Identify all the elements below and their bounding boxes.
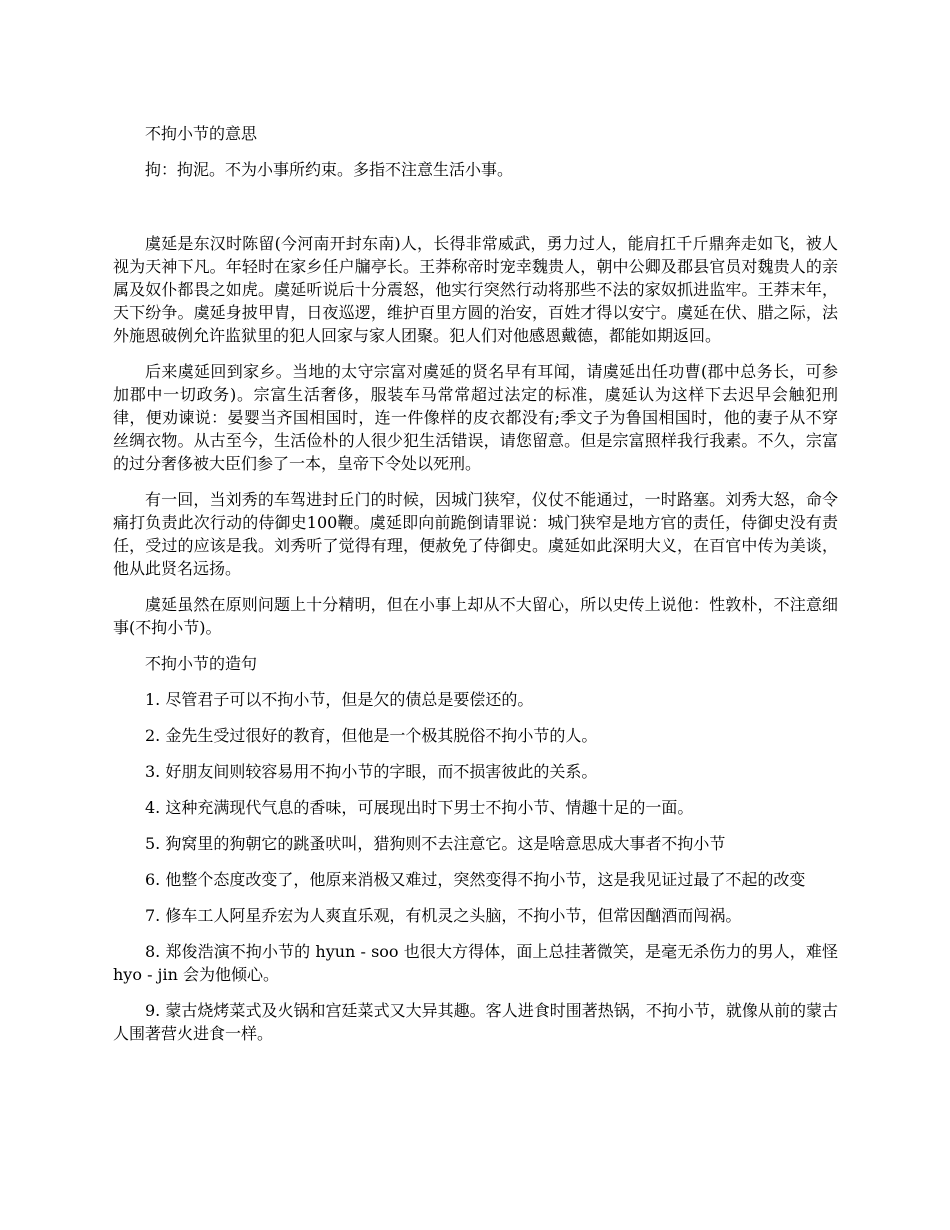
- example-sentence: 2. 金先生受过很好的教育，但他是一个极其脱俗不拘小节的人。: [145, 726, 598, 745]
- example-sentence: 7. 修车工人阿星乔宏为人爽直乐观，有机灵之头脑，不拘小节，但常因酗酒而闯祸。: [145, 906, 742, 925]
- example-sentence: 4. 这种充满现代气息的香味，可展现出时下男士不拘小节、情趣十足的一面。: [145, 798, 694, 817]
- story-paragraph: 有一回，当刘秀的车驾进封丘门的时候，因城门狭窄，仪仗不能通过，一时路塞。刘秀大怒，命令痛打负责此次行动的侍御史100鞭。虞延即向前跪倒请罪说：城门狭窄是地方官的责任，侍御史没有责任，受过的应该是我。刘秀听了觉得有理，便赦免了侍御史。虞延如此深明大义，在百官中传为美谈，他从此贤名远扬。: [113, 490, 838, 578]
- story-paragraph: 后来虞延回到家乡。当地的太守宗富对虞延的贤名早有耳闻，请虞延出任功曹(郡中总务长，可参加郡中一切政务)。宗富生活奢侈，服装车马常常超过法定的标准，虞延认为这样下去迟早会触犯刑律，便劝谏说：晏婴当齐国相国时，连一件像样的皮衣都没有;季文子为鲁国相国时，他的妻子从不穿丝绸衣物。从古至今，生活俭朴的人很少犯生活错误，请您留意。但是宗富照样我行我素。不久，宗富的过分奢侈被大臣们参了一本，皇帝下令处以死刑。: [113, 362, 838, 473]
- example-sentence: 1. 尽管君子可以不拘小节，但是欠的债总是要偿还的。: [145, 690, 534, 709]
- story-paragraph: 虞延虽然在原则问题上十分精明，但在小事上却从不大留心，所以史传上说他：性敦朴，不注意细事(不拘小节)。: [113, 595, 838, 637]
- story-paragraph: 虞延是东汉时陈留(今河南开封东南)人，长得非常威武，勇力过人，能肩扛千斤鼎奔走如飞，被人视为天神下凡。年轻时在家乡任户牖亭长。王莽称帝时宠幸魏贵人，朝中公卿及郡县官员对魏贵人的亲属及奴仆都畏之如虎。虞延听说后十分震怒，他实行突然行动将那些不法的家奴抓进监牢。王莽末年，天下纷争。虞延身披甲胄，日夜巡逻，维护百里方圆的治安，百姓才得以安宁。虞延在伏、腊之际，法外施恩破例允许监狱里的犯人回家与家人团聚。犯人们对他感恩戴德，都能如期返回。: [113, 234, 838, 345]
- heading-sentences: 不拘小节的造句: [145, 654, 258, 673]
- heading-meaning: 不拘小节的意思: [145, 124, 258, 143]
- definition-paragraph: 拘：拘泥。不为小事所约束。多指不注意生活小事。: [145, 160, 514, 179]
- document-page: [113, 122, 838, 1058]
- example-sentence: 8. 郑俊浩演不拘小节的 hyun - soo 也很大方得体，面上总挂著微笑，是毫无杀伤力的男人，难怪 hyo - jin 会为他倾心。: [113, 942, 838, 984]
- example-sentence: 9. 蒙古烧烤菜式及火锅和宫廷菜式又大异其趣。客人进食时围著热锅，不拘小节，就像从前的蒙古人围著营火进食一样。: [113, 1001, 838, 1043]
- example-sentence: 5. 狗窝里的狗朝它的跳蚤吠叫，猎狗则不去注意它。这是啥意思成大事者不拘小节: [145, 834, 726, 853]
- example-sentence: 3. 好朋友间则较容易用不拘小节的字眼，而不损害彼此的关系。: [145, 762, 598, 781]
- example-sentence: 6. 他整个态度改变了，他原来消极又难过，突然变得不拘小节，这是我见证过最了不起的改变: [145, 870, 806, 889]
